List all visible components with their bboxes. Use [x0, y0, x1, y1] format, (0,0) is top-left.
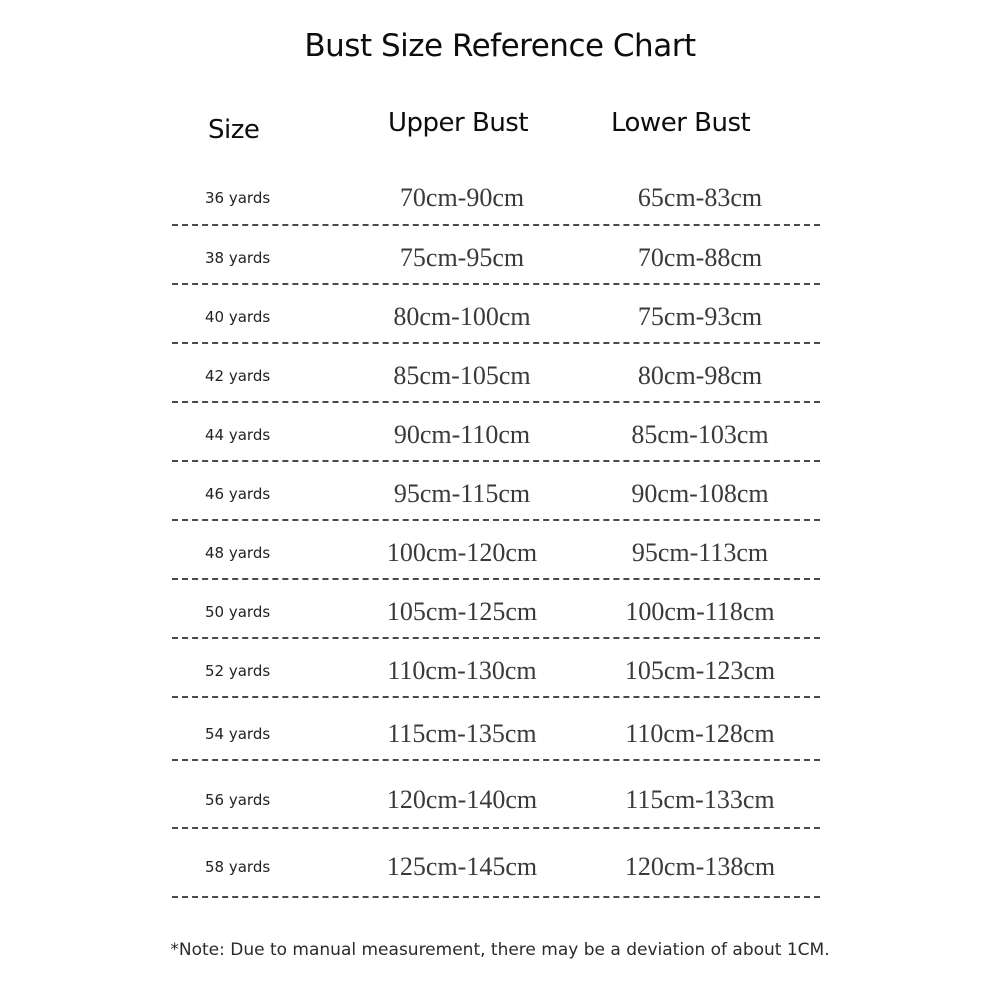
upper-bust-cell: 110cm-130cm: [387, 656, 537, 685]
row-divider: [172, 519, 820, 521]
lower-bust-cell: 75cm-93cm: [637, 302, 763, 331]
upper-bust-cell: 90cm-110cm: [393, 420, 531, 449]
lower-bust-cell: 105cm-123cm: [624, 656, 776, 685]
upper-bust-cell: 85cm-105cm: [393, 361, 531, 390]
row-divider: [172, 224, 820, 226]
lower-bust-cell: 65cm-83cm: [637, 183, 763, 212]
size-cell: 36 yards: [205, 189, 271, 207]
row-divider: [172, 637, 820, 639]
upper-bust-cell: 80cm-100cm: [393, 302, 531, 331]
size-cell: 46 yards: [205, 485, 271, 503]
size-cell: 56 yards: [205, 791, 271, 809]
row-divider: [172, 283, 820, 285]
size-cell: 40 yards: [205, 308, 271, 326]
lower-bust-cell: 110cm-128cm: [625, 719, 775, 748]
size-cell: 50 yards: [205, 603, 271, 621]
row-divider: [172, 896, 820, 898]
upper-bust-cell: 70cm-90cm: [399, 183, 525, 212]
size-cell: 42 yards: [205, 367, 271, 385]
row-divider: [172, 827, 820, 829]
lower-bust-cell: 95cm-113cm: [631, 538, 769, 567]
lower-bust-cell: 85cm-103cm: [631, 420, 769, 449]
row-divider: [172, 342, 820, 344]
upper-bust-cell: 115cm-135cm: [387, 719, 537, 748]
upper-bust-cell: 75cm-95cm: [399, 243, 525, 272]
upper-bust-cell: 105cm-125cm: [386, 597, 538, 626]
lower-bust-cell: 80cm-98cm: [637, 361, 763, 390]
size-cell: 44 yards: [205, 426, 271, 444]
size-cell: 52 yards: [205, 662, 271, 680]
row-divider: [172, 696, 820, 698]
page-title: Bust Size Reference Chart: [304, 28, 696, 64]
upper-bust-cell: 120cm-140cm: [386, 785, 538, 814]
lower-bust-cell: 90cm-108cm: [631, 479, 769, 508]
measurement-note: *Note: Due to manual measurement, there may be a deviation of about 1CM.: [170, 940, 830, 960]
size-cell: 58 yards: [205, 858, 271, 876]
upper-bust-cell: 125cm-145cm: [386, 852, 538, 881]
size-cell: 38 yards: [205, 249, 271, 267]
lower-bust-cell: 120cm-138cm: [624, 852, 776, 881]
lower-bust-cell: 70cm-88cm: [637, 243, 763, 272]
row-divider: [172, 401, 820, 403]
lower-bust-cell: 115cm-133cm: [625, 785, 775, 814]
upper-bust-cell: 95cm-115cm: [393, 479, 531, 508]
column-header-lower-bust: Lower Bust: [611, 108, 751, 138]
lower-bust-cell: 100cm-118cm: [625, 597, 775, 626]
size-cell: 48 yards: [205, 544, 271, 562]
column-header-upper-bust: Upper Bust: [388, 108, 529, 138]
upper-bust-cell: 100cm-120cm: [386, 538, 538, 567]
size-cell: 54 yards: [205, 725, 271, 743]
row-divider: [172, 578, 820, 580]
column-header-size: Size: [208, 115, 260, 145]
row-divider: [172, 460, 820, 462]
row-divider: [172, 759, 820, 761]
